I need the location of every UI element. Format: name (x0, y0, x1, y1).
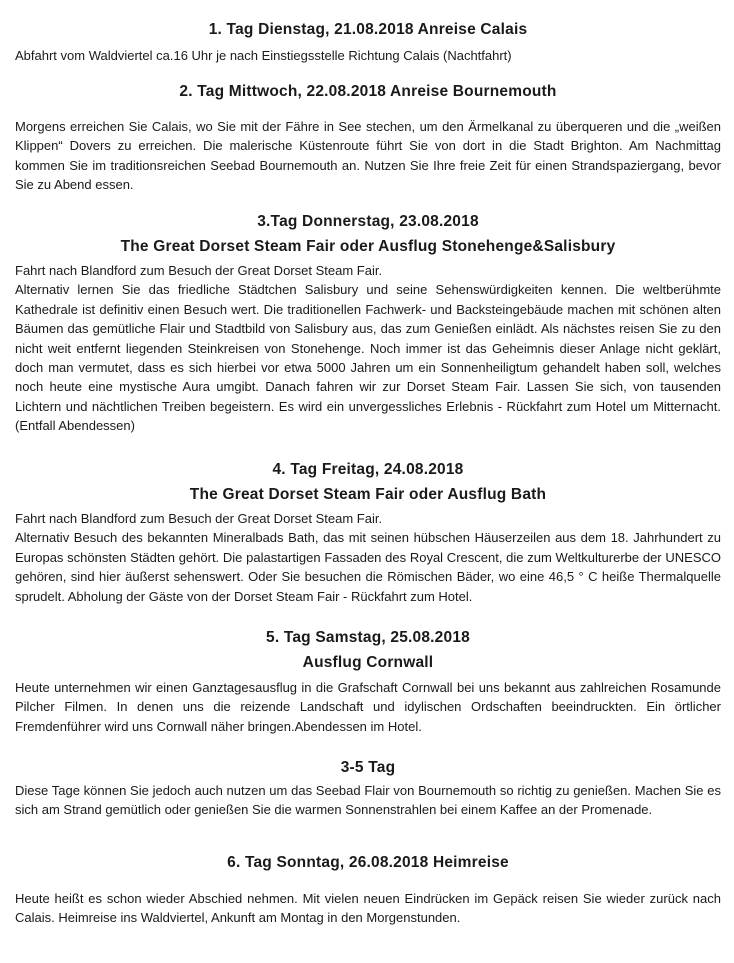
day-6-heading: 6. Tag Sonntag, 26.08.2018 Heimreise (227, 854, 509, 871)
day-4-heading: 4. Tag Freitag, 24.08.2018 (272, 461, 464, 478)
day-5-text: Heute unternehmen wir einen Ganztagesausflug in die Grafschaft Cornwall bei uns bekannt aus zahlreichen Rosamunde Pilcher Filmen. In denen uns die reizende Landschaft und idylischen Ordschaften beeindruckten. Ein örtlicher Fremdenführer wird uns Cornwall näher bringen.Abendessen im Hotel. (15, 680, 721, 734)
day-2-text: Morgens erreichen Sie Calais, wo Sie mit der Fähre in See stechen, um den Ärmelkanal zu überqueren und die „weißen Klippen“ Dovers zu erreichen. Die malerische Küstenroute führt Sie von dort in die Stadt Brighton. Am Nachmittag kommen Sie im traditionsreichen Seebad Bournemouth an. Nutzen Sie Ihre freie Zeit für einen Strandspaziergang, bevor Sie zu Abend essen. (15, 119, 721, 193)
day-5-subheading: Ausflug Cornwall (302, 654, 434, 671)
day-6-section (15, 851, 721, 928)
day-1-section (15, 18, 721, 65)
days-3-5-heading: 3-5 Tag (340, 759, 396, 776)
days-3-5-section (15, 756, 721, 820)
day-3-section (15, 210, 721, 436)
day-3-heading: 3.Tag Donnerstag, 23.08.2018 (257, 213, 479, 230)
day-4-text: Alternativ Besuch des bekannten Mineralbads Bath, das mit seinen hübschen Häuserzeilen aus dem 18. Jahrhundert zu Europas schönsten Städten gehört. Die palastartigen Fassaden des Royal Crescent, die zum Weltkulturerbe der UNESCO gehören, sind hier äußerst sehenswert. Oder Sie besuchen die Römischen Bäder, wo eine 46,5 ° C heiße Thermalquelle sprudelt. Abholung der Gäste von der Dorset Steam Fair - Rückfahrt zum Hotel. (15, 530, 721, 604)
day-4-subheading: The Great Dorset Steam Fair oder Ausflug Bath (189, 486, 547, 503)
day-3-text: Alternativ lernen Sie das friedliche Städtchen Salisbury und seine Sehenswürdigkeiten kennen. Die weltberühmte Kathedrale ist definitiv einen Besuch wert. Die traditionellen Fachwerk- und Backsteingebäude machen mit schönen alten Bäumen das gemütliche Flair und Stadtbild von Salisbury aus, das zum Genießen einlädt. Als nächstes reisen Sie zu den nicht weit entfernt liegenden Steinkreisen von Stonehenge. Noch immer ist das Geheimnis dieser Anlage nicht geklärt, doch man vermutet, dass es sich hierbei vor etwa 5000 Jahren um ein Sonnenheiligtum gehandelt haben soll, welches noch heute eine mystische Aura umgibt. Danach fahren wir zur Dorset Steam Fair. Lassen Sie sich, von tausenden Lichtern und nächtlichen Treiben begeistern. Es wird ein unvergessliches Erlebnis - Rückfahrt zum Hotel um Mitternacht. (Entfall Abendessen) (15, 282, 721, 434)
day-2-section (15, 80, 721, 195)
day-4-section (15, 458, 721, 606)
day-5-heading: 5. Tag Samstag, 25.08.2018 (266, 629, 470, 646)
day-2-heading: 2. Tag Mittwoch, 22.08.2018 Anreise Bournemouth (179, 83, 557, 100)
day-3-intro: Fahrt nach Blandford zum Besuch der Great Dorset Steam Fair. (15, 263, 383, 278)
day-4-intro: Fahrt nach Blandford zum Besuch der Great Dorset Steam Fair. (15, 511, 383, 526)
day-3-subheading: The Great Dorset Steam Fair oder Ausflug Stonehenge&Salisbury (120, 238, 616, 255)
day-5-section (15, 626, 721, 736)
day-1-text: Abfahrt vom Waldviertel ca.16 Uhr je nach Einstiegsstelle Richtung Calais (Nachtfahrt) (15, 48, 512, 63)
day-1-heading: 1. Tag Dienstag, 21.08.2018 Anreise Calais (208, 21, 528, 38)
days-3-5-text: Diese Tage können Sie jedoch auch nutzen um das Seebad Flair von Bournemouth so richtig zu genießen. Machen Sie es sich am Strand gemütlich oder genießen Sie die warmen Sonnenstrahlen bei einem Kaffee an der Promenade. (15, 783, 721, 818)
day-6-text: Heute heißt es schon wieder Abschied nehmen. Mit vielen neuen Eindrücken im Gepäck reisen Sie wieder zurück nach Calais. Heimreise ins Waldviertel, Ankunft am Montag in den Morgenstunden. (15, 891, 721, 926)
